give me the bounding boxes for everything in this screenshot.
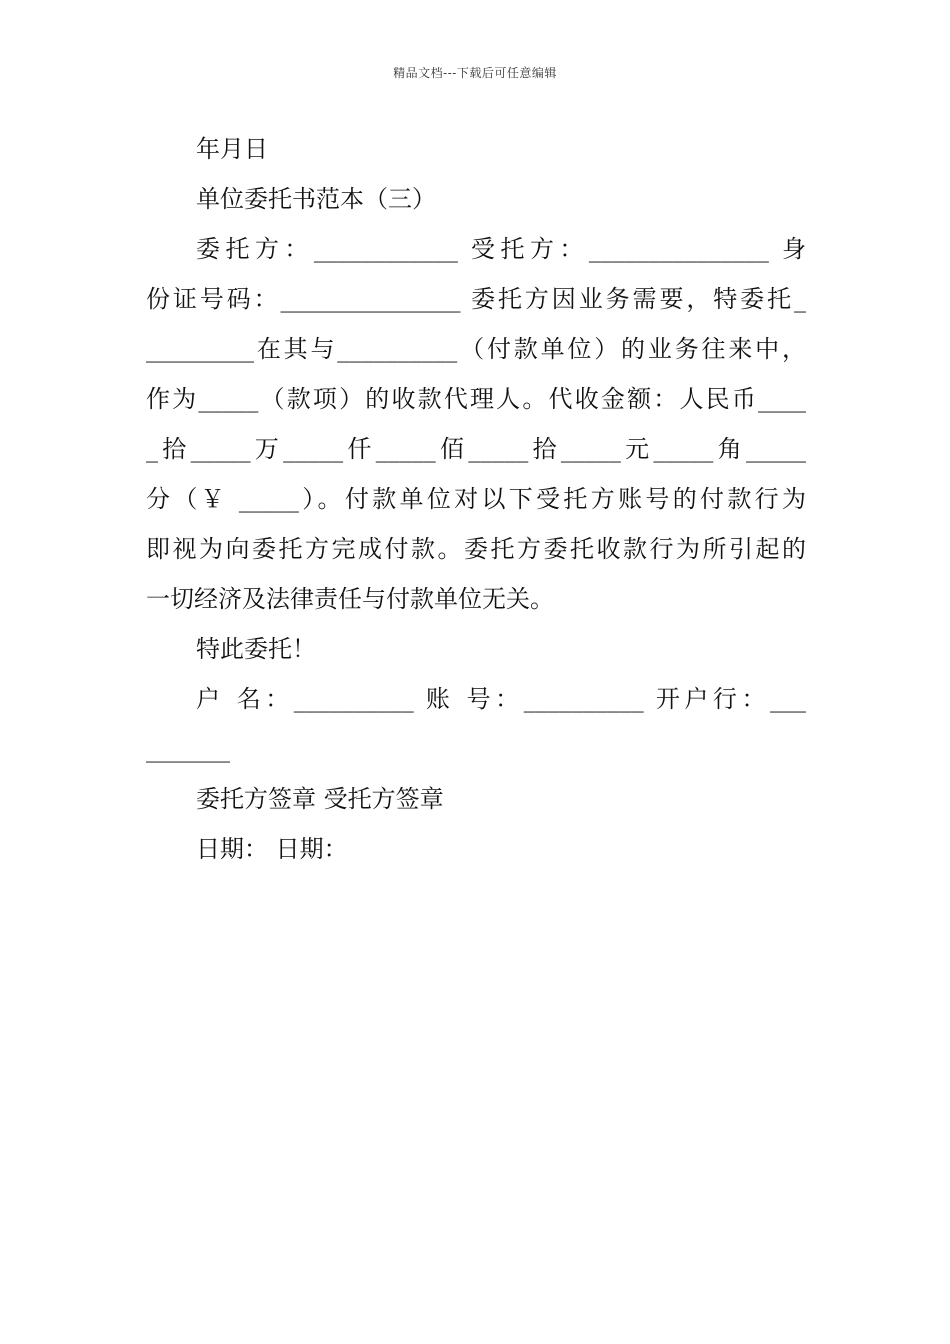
- body-line-2: 份证号码：_______________ 委托方因业务需要，特委托_: [146, 285, 806, 313]
- closing-line: 特此委托！: [196, 635, 316, 663]
- body-line-8: 一切经济及法律责任与付款单位无关。: [146, 585, 554, 613]
- document-title: 单位委托书范本（三）: [196, 185, 436, 213]
- body-line-1: 委托方：____________ 受托方：_______________ 身: [196, 235, 806, 263]
- body-line-6: 分（￥ _____）。付款单位对以下受托方账号的付款行为: [146, 485, 806, 513]
- date-line: 年月日: [196, 135, 268, 163]
- body-line-3: _________在其与__________（付款单位）的业务往来中，: [146, 335, 806, 363]
- body-line-7: 即视为向委托方完成付款。委托方委托收款行为所引起的: [146, 535, 806, 563]
- account-info-line: 户 名：__________ 账 号：__________ 开户行：___: [196, 685, 806, 713]
- body-line-4: 作为_____（款项）的收款代理人。代收金额：人民币____: [146, 385, 806, 413]
- signature-line: 委托方签章 受托方签章: [196, 785, 444, 813]
- account-info-continuation: _______: [146, 735, 230, 763]
- page-header: 精品文档---下载后可任意编辑: [393, 66, 557, 80]
- signature-date-line: 日期： 日期：: [196, 835, 348, 863]
- body-line-5: _拾_____万_____仟_____佰_____拾_____元_____角_____: [146, 435, 806, 463]
